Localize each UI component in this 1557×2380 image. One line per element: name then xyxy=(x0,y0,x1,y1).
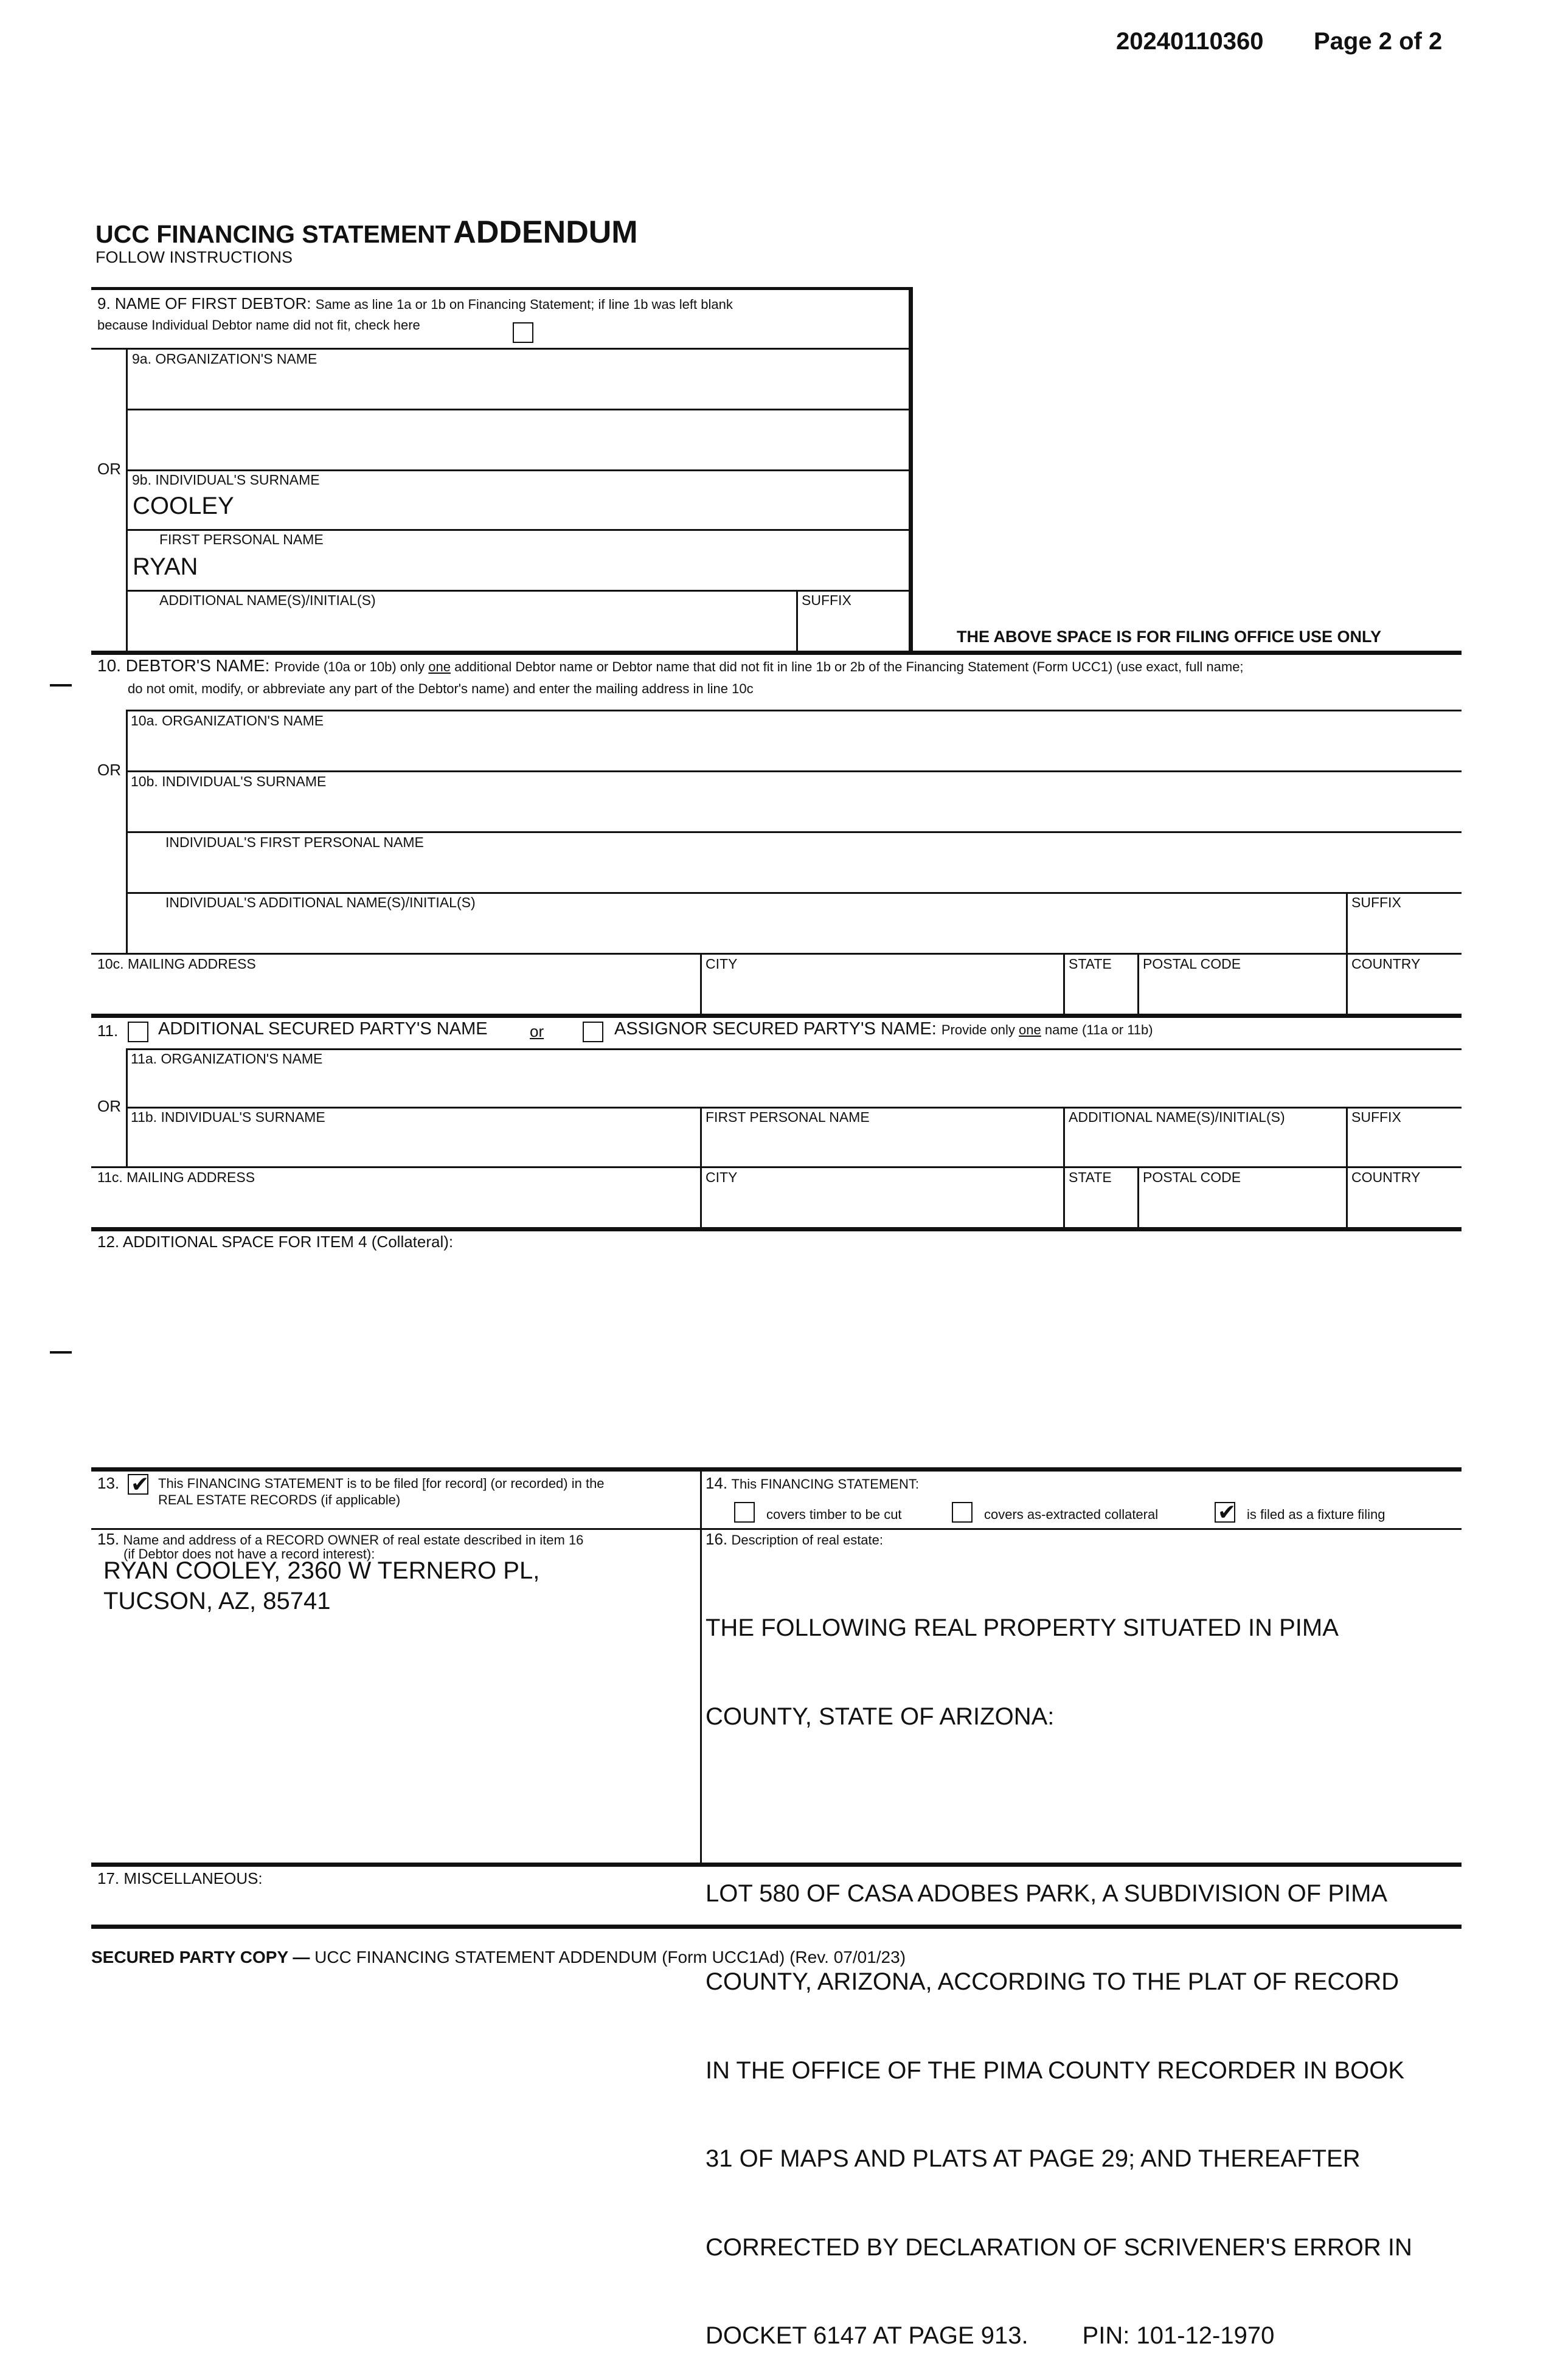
item10-rule-a xyxy=(126,710,1462,711)
item9-checkbox[interactable] xyxy=(513,322,533,343)
item11-city-label: CITY xyxy=(706,1169,738,1185)
item15-value-line2: TUCSON, AZ, 85741 xyxy=(103,1588,331,1614)
item11-first-label: FIRST PERSONAL NAME xyxy=(706,1109,870,1125)
item17-label: 17. MISCELLANEOUS: xyxy=(97,1869,263,1887)
item14-extracted-label: covers as-extracted collateral xyxy=(984,1507,1159,1522)
footer-rest: UCC FINANCING STATEMENT ADDENDUM (Form UCC1Ad) (Rev. 07/01/23) xyxy=(310,1948,906,1967)
item9-or: OR xyxy=(97,460,121,478)
follow-instructions: FOLLOW INSTRUCTIONS xyxy=(95,248,293,266)
item9-rule-b xyxy=(126,409,910,410)
item10-top-rule xyxy=(91,651,1462,655)
item9-suffix-label: SUFFIX xyxy=(802,592,851,608)
item9-additional-label: ADDITIONAL NAME(S)/INITIAL(S) xyxy=(159,592,376,608)
form-title-main: ADDENDUM xyxy=(453,215,638,250)
item10a-label: 10a. ORGANIZATION'S NAME xyxy=(131,713,324,728)
item13-number: 13. xyxy=(97,1474,120,1492)
item11-additional-checkbox[interactable] xyxy=(128,1022,148,1042)
item11-provide-one: one xyxy=(1019,1022,1041,1037)
form-title-prefix: UCC FINANCING STATEMENT xyxy=(95,220,451,248)
file-number: 20240110360 xyxy=(1116,28,1264,55)
item13-checkmark-icon: ✔ xyxy=(131,1472,150,1496)
item9-top-rule xyxy=(91,287,912,290)
item11-rule-a xyxy=(126,1048,1462,1050)
margin-mark-1 xyxy=(50,684,72,687)
item9-rule-d xyxy=(126,529,910,531)
item16-line: THE FOLLOWING REAL PROPERTY SITUATED IN PIMA xyxy=(706,1614,1339,1641)
item16-line: DOCKET 6147 AT PAGE 913. PIN: 101-12-1970 xyxy=(706,2322,1275,2349)
item11-provide-a: Provide only xyxy=(941,1022,1019,1037)
item9-rule-c xyxy=(126,469,910,471)
item16-line: COUNTY, STATE OF ARIZONA: xyxy=(706,1703,1055,1730)
item11-provide-b: name (11a or 11b) xyxy=(1041,1022,1153,1037)
item12-label: 12. ADDITIONAL SPACE FOR ITEM 4 (Collateral): xyxy=(97,1233,454,1251)
item16-line: 31 OF MAPS AND PLATS AT PAGE 29; AND THEREAFTER xyxy=(706,2145,1361,2172)
item10-suffix-label: SUFFIX xyxy=(1351,894,1401,910)
item14-number: 14. xyxy=(706,1474,728,1492)
item9-suffix-rule xyxy=(796,590,798,653)
item9-heading-line2: because Individual Debtor name did not fit, check here xyxy=(97,317,420,333)
item9-heading xyxy=(97,296,733,313)
item9b-label: 9b. INDIVIDUAL'S SURNAME xyxy=(132,472,320,488)
item14-label: This FINANCING STATEMENT: xyxy=(731,1476,919,1492)
form-title xyxy=(95,214,638,251)
item13-line2: REAL ESTATE RECORDS (if applicable) xyxy=(158,1492,401,1507)
item10-rule-c xyxy=(126,831,1462,833)
item10-city-rule xyxy=(700,953,702,1014)
item11-assignor-text: ASSIGNOR SECURED PARTY'S NAME: xyxy=(614,1019,937,1039)
item9-rule-e xyxy=(126,590,910,592)
item10-additional-label: INDIVIDUAL'S ADDITIONAL NAME(S)/INITIAL(S) xyxy=(165,894,476,910)
item16-number: 16. xyxy=(706,1530,728,1548)
item9-first-name-value: RYAN xyxy=(133,553,198,580)
item11-suffix-label: SUFFIX xyxy=(1351,1109,1401,1125)
item16-description xyxy=(706,1554,1412,2380)
item13-top-rule xyxy=(91,1467,1462,1472)
item14-timber-label: covers timber to be cut xyxy=(766,1507,902,1522)
item10-desc-a: Provide (10a or 10b) only xyxy=(274,659,429,674)
item15-label: Name and address of a RECORD OWNER of real estate described in item 16 xyxy=(123,1532,584,1548)
item17-top-rule xyxy=(91,1863,1462,1867)
filing-office-note: THE ABOVE SPACE IS FOR FILING OFFICE USE ONLY xyxy=(957,628,1382,646)
item10-heading-line2: do not omit, modify, or abbreviate any part of the Debtor's name) and enter the mailing address in line 10c xyxy=(128,681,754,696)
item10c-label: 10c. MAILING ADDRESS xyxy=(97,956,256,972)
item15-heading xyxy=(97,1531,583,1548)
item11-postal-rule xyxy=(1137,1166,1139,1228)
item10-rule-e xyxy=(91,953,1462,955)
item11-first-rule xyxy=(700,1107,702,1168)
item11c-label: 11c. MAILING ADDRESS xyxy=(97,1169,255,1185)
item15-top-rule xyxy=(91,1528,1462,1530)
item10-desc-one: one xyxy=(428,659,451,674)
item9-left-rule xyxy=(126,348,128,653)
item11-or-label: OR xyxy=(97,1097,121,1115)
item14-extracted-checkbox[interactable] xyxy=(952,1502,973,1523)
item16-label: Description of real estate: xyxy=(731,1532,884,1548)
item12-top-rule xyxy=(91,1227,1462,1231)
item9a-label: 9a. ORGANIZATION'S NAME xyxy=(132,351,317,367)
item11b-label: 11b. INDIVIDUAL'S SURNAME xyxy=(131,1109,325,1125)
item16-line xyxy=(706,1790,1412,1820)
item11-city-rule xyxy=(700,1166,702,1228)
item10-heading xyxy=(97,658,1244,675)
item11-number: 11. xyxy=(97,1022,119,1040)
item11-state-rule xyxy=(1063,1166,1065,1228)
item9-number: 9. NAME OF FIRST DEBTOR: xyxy=(97,294,311,313)
item10-country-label: COUNTRY xyxy=(1351,956,1421,972)
item11-assignor-label xyxy=(614,1021,1153,1038)
item10-postal-rule xyxy=(1137,953,1139,1014)
item15-number: 15. xyxy=(97,1530,120,1548)
item10-desc-b: additional Debtor name or Debtor name that did not fit in line 1b or 2b of the Financing Statement (Form UCC1) (use exact, full name; xyxy=(451,659,1244,674)
item11-postal-label: POSTAL CODE xyxy=(1143,1169,1241,1185)
item10-state-label: STATE xyxy=(1069,956,1112,972)
item14-heading xyxy=(706,1475,919,1492)
item14-timber-checkbox[interactable] xyxy=(734,1502,755,1523)
item10-rule-b xyxy=(126,770,1462,772)
item10-number: 10. DEBTOR'S NAME: xyxy=(97,656,270,675)
item13-line1: This FINANCING STATEMENT is to be filed [for record] (or recorded) in the xyxy=(158,1476,605,1491)
form-footer xyxy=(91,1948,906,1967)
item11-provide xyxy=(941,1022,1153,1037)
item9-desc: Same as line 1a or 1b on Financing Statement; if line 1b was left blank xyxy=(315,297,733,312)
footer-rule xyxy=(91,1925,1462,1929)
item10-first-label: INDIVIDUAL'S FIRST PERSONAL NAME xyxy=(165,834,424,850)
item11-rule-b xyxy=(126,1107,1462,1109)
item16-line: LOT 580 OF CASA ADOBES PARK, A SUBDIVISION OF PIMA xyxy=(706,1880,1388,1907)
item11a-label: 11a. ORGANIZATION'S NAME xyxy=(131,1051,323,1067)
item16-line: IN THE OFFICE OF THE PIMA COUNTY RECORDER IN BOOK xyxy=(706,2057,1405,2084)
page-indicator: Page 2 of 2 xyxy=(1314,28,1443,55)
item9b-surname-value: COOLEY xyxy=(133,493,234,519)
item10-or: OR xyxy=(97,761,121,779)
item10-postal-label: POSTAL CODE xyxy=(1143,956,1241,972)
item10-rule-d xyxy=(126,892,1462,894)
item11-country-label: COUNTRY xyxy=(1351,1169,1421,1185)
margin-mark-2 xyxy=(50,1351,72,1354)
item11-additional-label: ADDITIONAL SECURED PARTY'S NAME xyxy=(158,1019,488,1039)
item15-value-line1: RYAN COOLEY, 2360 W TERNERO PL, xyxy=(103,1557,540,1584)
item11-state-label: STATE xyxy=(1069,1169,1112,1185)
item16-heading xyxy=(706,1531,883,1548)
item9-rule-a xyxy=(91,348,910,350)
item14-fixture-label: is filed as a fixture filing xyxy=(1247,1507,1385,1522)
item10-desc xyxy=(274,659,1243,674)
item11-or: or xyxy=(530,1022,544,1040)
item10-state-rule xyxy=(1063,953,1065,1014)
item16-line: CORRECTED BY DECLARATION OF SCRIVENER'S ERROR IN xyxy=(706,2233,1412,2261)
item15-sublabel: (if Debtor does not have a record interest): xyxy=(123,1546,375,1562)
item11-addl-rule xyxy=(1063,1107,1065,1168)
item11-additional-name-label: ADDITIONAL NAME(S)/INITIAL(S) xyxy=(1069,1109,1285,1125)
item14-checkmark-icon: ✔ xyxy=(1218,1500,1236,1524)
item11-assignor-checkbox[interactable] xyxy=(583,1022,603,1042)
item10b-label: 10b. INDIVIDUAL'S SURNAME xyxy=(131,773,327,789)
item16-line: COUNTY, ARIZONA, ACCORDING TO THE PLAT OF RECORD xyxy=(706,1968,1399,1995)
item11-rule-c xyxy=(91,1166,1462,1168)
footer-bold: SECURED PARTY COPY — xyxy=(91,1948,310,1967)
item11-top-rule xyxy=(91,1014,1462,1018)
item10-city-label: CITY xyxy=(706,956,738,972)
item9-first-name-label: FIRST PERSONAL NAME xyxy=(159,531,324,547)
